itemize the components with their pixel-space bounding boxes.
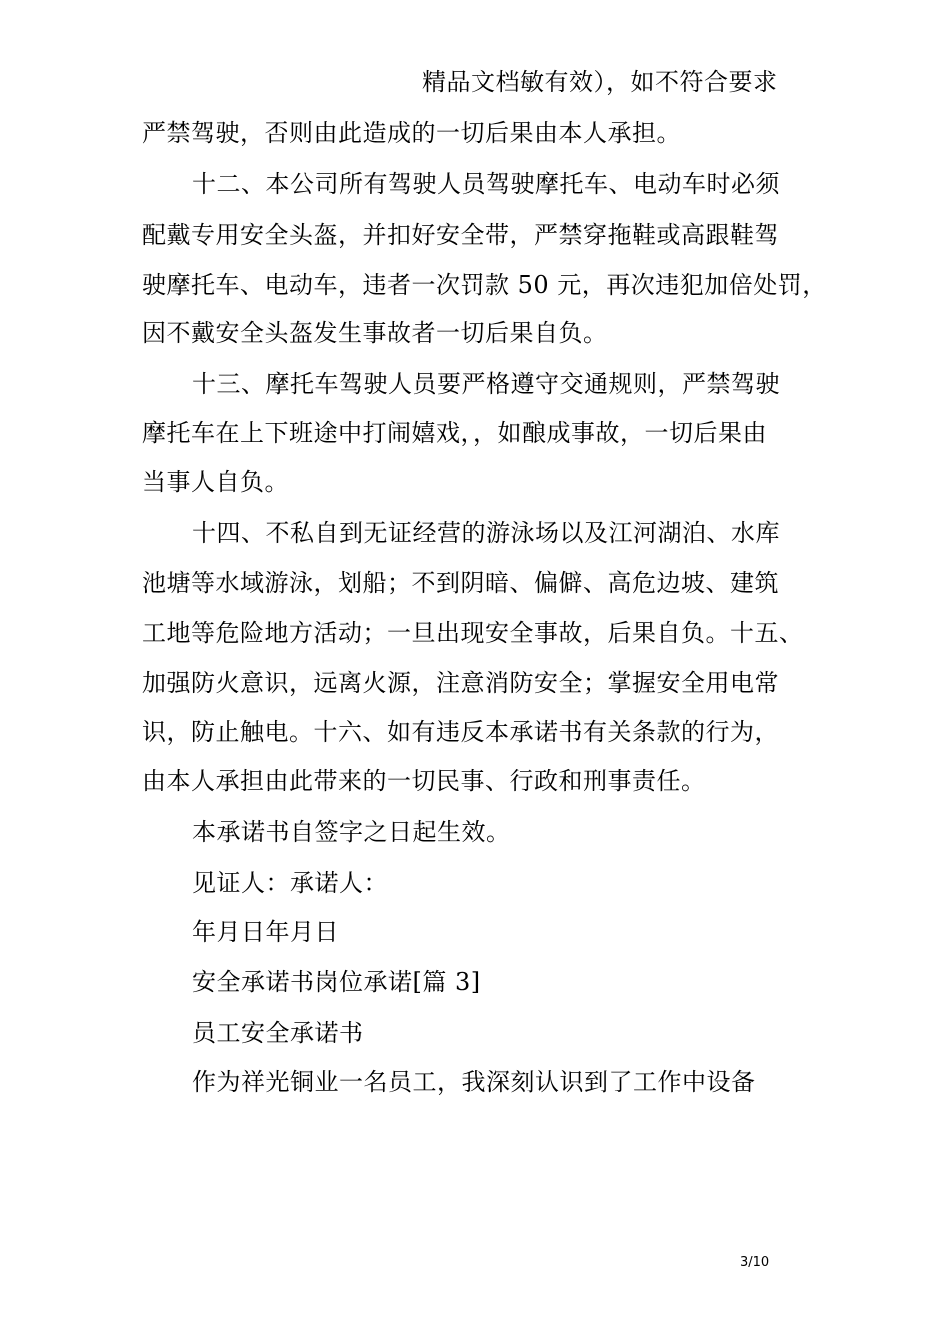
text-line-19: 员工安全承诺书 bbox=[192, 1019, 364, 1047]
text-line-9: 十四、不私自到无证经营的游泳场以及江河湖泊、水库 bbox=[192, 519, 780, 547]
text-line-5: 因不戴安全头盔发生事故者一切后果自负。 bbox=[142, 319, 608, 347]
text-line-3: 配戴专用安全头盔，并扣好安全带，严禁穿拖鞋或高跟鞋驾 bbox=[142, 221, 779, 249]
text-line-6: 十三、摩托车驾驶人员要严格遵守交通规则，严禁驾驶 bbox=[192, 370, 780, 398]
text-line-12: 加强防火意识，远离火源，注意消防安全；掌握安全用电常 bbox=[142, 669, 779, 697]
text-line-7: 摩托车在上下班途中打闹嬉戏，，如酿成事故，一切后果由 bbox=[142, 419, 767, 447]
text-line-4: 驶摩托车、电动车，违者一次罚款 50 元，再次违犯加倍处罚， bbox=[142, 271, 827, 299]
text-line-10: 池塘等水域游泳，划船；不到阴暗、偏僻、高危边坡、建筑 bbox=[142, 569, 779, 597]
text-line-18: 安全承诺书岗位承诺[篇 3] bbox=[192, 968, 481, 996]
page-number: 3/10 bbox=[740, 1255, 770, 1270]
text-line-1: 严禁驾驶，否则由此造成的一切后果由本人承担。 bbox=[142, 119, 681, 147]
text-line-16: 见证人：承诺人： bbox=[192, 869, 388, 897]
text-line-15: 本承诺书自签字之日起生效。 bbox=[192, 818, 511, 846]
text-line-11: 工地等危险地方活动；一旦出现安全事故，后果自负。十五、 bbox=[142, 619, 804, 647]
text-line-8: 当事人自负。 bbox=[142, 468, 289, 496]
text-line-13: 识，防止触电。十六、如有违反本承诺书有关条款的行为， bbox=[142, 718, 779, 746]
header-fragment: 精品文档敏有效），如不符合要求 bbox=[422, 68, 778, 96]
text-line-17: 年月日年月日 bbox=[192, 918, 339, 946]
text-line-2: 十二、本公司所有驾驶人员驾驶摩托车、电动车时必须 bbox=[192, 170, 780, 198]
text-line-14: 由本人承担由此带来的一切民事、行政和刑事责任。 bbox=[142, 767, 706, 795]
text-line-20: 作为祥光铜业一名员工，我深刻认识到了工作中设备 bbox=[192, 1068, 756, 1096]
